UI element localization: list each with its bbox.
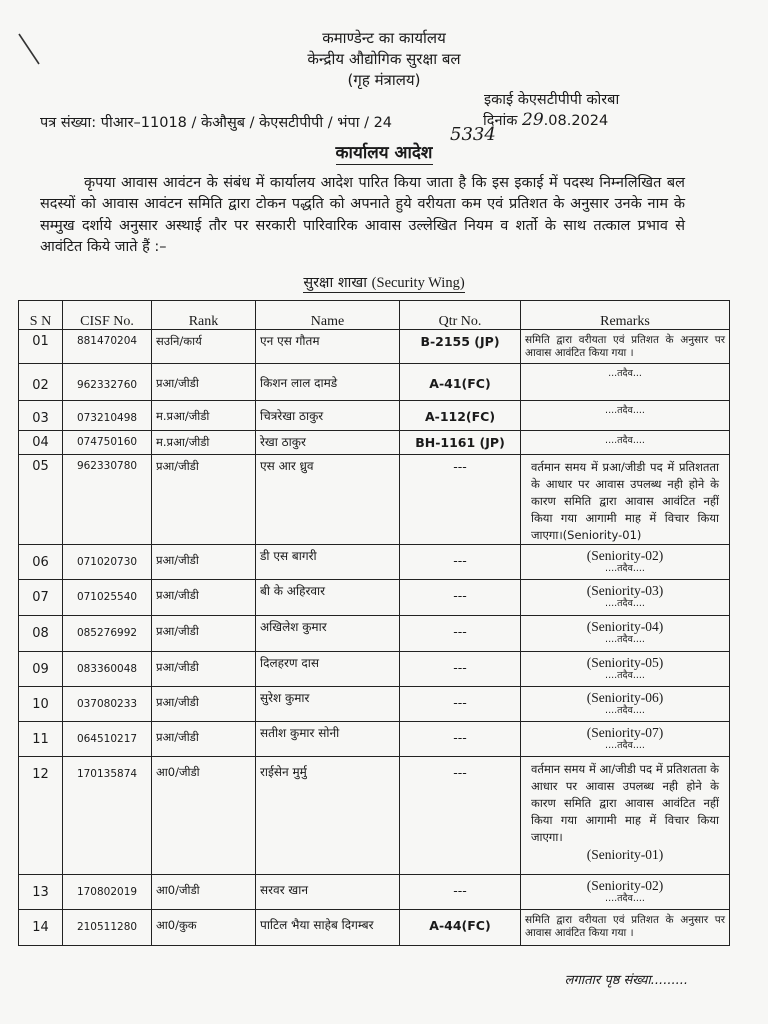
cell-qtr: ---	[400, 580, 521, 616]
cell-remarks	[521, 652, 730, 687]
cell-qtr: ---	[400, 757, 521, 875]
cell-name: डी एस बागरी	[256, 545, 400, 580]
remark-ditto: ...तदैव...	[608, 368, 642, 379]
table-row	[19, 875, 730, 910]
remark-ditto: ....तदैव....	[605, 598, 645, 609]
table-row	[19, 330, 730, 364]
cell-cisf: 170802019	[63, 875, 152, 910]
cell-cisf: 210511280	[63, 910, 152, 946]
cell-qtr: ---	[400, 545, 521, 580]
remark-seniority: (Seniority-07)	[586, 725, 664, 740]
cell-sn: 14	[19, 910, 63, 946]
remark-text: समिति द्वारा वरीयता एवं प्रतिशत के अनुसार पर आवास आवंटित किया गया ।	[525, 914, 725, 939]
table-row	[19, 580, 730, 616]
table-row	[19, 401, 730, 431]
remark-seniority: (Seniority-06)	[586, 690, 664, 705]
remark-ditto: ....तदैव....	[605, 705, 645, 716]
table-row	[19, 687, 730, 722]
cell-name: दिलहरण दास	[256, 652, 400, 687]
cell-cisf: 037080233	[63, 687, 152, 722]
cell-remarks	[521, 545, 730, 580]
cell-rank: आ0/जीडी	[152, 875, 256, 910]
cell-name: रेखा ठाकुर	[256, 431, 400, 455]
office-title-line3: (गृह मंत्रालय)	[347, 71, 421, 89]
cell-cisf: 071025540	[63, 580, 152, 616]
remark-ditto: ....तदैव....	[605, 893, 645, 904]
cell-cisf: 074750160	[63, 431, 152, 455]
cell-rank: प्रआ/जीडी	[152, 652, 256, 687]
cell-rank: प्रआ/जीडी	[152, 616, 256, 652]
cell-sn: 06	[19, 545, 63, 580]
cell-rank: प्रआ/जीडी	[152, 580, 256, 616]
wing-heading	[0, 272, 768, 292]
cell-name: अखिलेश कुमार	[256, 616, 400, 652]
col-header-sn: S N	[19, 301, 63, 330]
cell-qtr: ---	[400, 652, 521, 687]
cell-sn: 03	[19, 401, 63, 431]
order-title-text: कार्यालय आदेश	[335, 143, 433, 163]
continued-page-note: लगातार पृष्ठ संख्या.........	[564, 973, 688, 988]
date-label: दिनांक	[483, 113, 518, 129]
cell-sn: 05	[19, 455, 63, 545]
cell-rank: प्रआ/जीडी	[152, 455, 256, 545]
cell-cisf: 962330780	[63, 455, 152, 545]
remark-seniority: (Seniority-02)	[586, 878, 664, 893]
col-header-qtr: Qtr No.	[400, 301, 521, 330]
remark-seniority: (Seniority-02)	[586, 548, 664, 563]
cell-sn: 10	[19, 687, 63, 722]
allotment-table	[18, 300, 730, 946]
cell-remarks	[521, 722, 730, 757]
cell-qtr: ---	[400, 616, 521, 652]
cell-remarks	[521, 330, 730, 364]
cell-name: किशन लाल दामडे	[256, 364, 400, 401]
cell-sn: 01	[19, 330, 63, 364]
cell-qtr: A-112(FC)	[400, 401, 521, 431]
table-row	[19, 910, 730, 946]
unit-name: इकाई केएसटीपीपी कोरबा	[484, 92, 620, 108]
letter-date	[483, 110, 608, 130]
cell-remarks	[521, 687, 730, 722]
cell-cisf: 083360048	[63, 652, 152, 687]
wing-heading-hi: सुरक्षा शाखा	[303, 275, 368, 291]
cell-qtr: B-2155 (JP)	[400, 330, 521, 364]
intro-paragraph: कृपया आवास आवंटन के संबंध में कार्यालय आदेश पारित किया जाता है कि इस इकाई में पदस्थ निम्नलिखित बल सदस्यों को आवास आवंटन समिति द्वारा टोकन पद्धति को अपनाते हुये वरीयता कम एवं प्रतिशत के अनुसार उनके नाम के सम्मुख दर्शाये अनुसार अस्थाई तौर पर सरकारी पारिवारिक आवास उल्लेखित नियम व शर्तो के साथ तत्काल प्रभाव से आवंटित किये जाते हैं :–	[40, 175, 685, 256]
cell-cisf: 881470204	[63, 330, 152, 364]
cell-name: एन एस गौतम	[256, 330, 400, 364]
col-header-remarks: Remarks	[521, 301, 730, 330]
remark-ditto: ....तदैव....	[605, 563, 645, 574]
remark-text: वर्तमान समय में आ/जीडी पद में प्रतिशतता के आधार पर आवास उपलब्ध नही होने के कारण समिति द्वारा आवास आवंटित नहीं किया गया आगामी माह में विचार किया जाएगा।	[531, 762, 719, 844]
cell-rank: प्रआ/जीडी	[152, 545, 256, 580]
cell-qtr: A-44(FC)	[400, 910, 521, 946]
table-header-row	[19, 301, 730, 330]
table-row	[19, 545, 730, 580]
remark-ditto: ....तदैव....	[605, 740, 645, 751]
col-header-rank: Rank	[152, 301, 256, 330]
cell-sn: 13	[19, 875, 63, 910]
table-row	[19, 616, 730, 652]
cell-cisf: 071020730	[63, 545, 152, 580]
office-title-line1: कमाण्डेन्ट का कार्यालय	[322, 29, 446, 47]
cell-rank: आ0/कुक	[152, 910, 256, 946]
cell-sn: 08	[19, 616, 63, 652]
cell-cisf: 064510217	[63, 722, 152, 757]
cell-sn: 11	[19, 722, 63, 757]
office-title-line2: केन्द्रीय औद्योगिक सुरक्षा बल	[307, 50, 461, 68]
cell-name: सरवर खान	[256, 875, 400, 910]
cell-remarks	[521, 875, 730, 910]
remark-text: वर्तमान समय में प्रआ/जीडी पद में प्रतिशतता के आधार पर आवास उपलब्ध नही होने के कारण समिति द्वारा आवास आवंटित नहीं किया गया आगामी माह में विचार किया जाएगा।(Seniority-01)	[531, 460, 719, 542]
table-row	[19, 652, 730, 687]
cell-name: पाटिल भैया साहेब दिगम्बर	[256, 910, 400, 946]
cell-remarks	[521, 401, 730, 431]
cell-qtr: BH-1161 (JP)	[400, 431, 521, 455]
remark-ditto: ....तदैव....	[605, 634, 645, 645]
cell-remarks	[521, 757, 730, 875]
cell-name: सतीश कुमार सोनी	[256, 722, 400, 757]
table-row	[19, 722, 730, 757]
cell-rank: प्रआ/जीडी	[152, 364, 256, 401]
cell-name: एस आर ध्रुव	[256, 455, 400, 545]
cell-qtr: A-41(FC)	[400, 364, 521, 401]
cell-rank: म.प्रआ/जीडी	[152, 401, 256, 431]
cell-name: सुरेश कुमार	[256, 687, 400, 722]
remark-ditto: ....तदैव....	[605, 405, 645, 416]
cell-sn: 09	[19, 652, 63, 687]
col-header-cisf: CISF No.	[63, 301, 152, 330]
cell-qtr: ---	[400, 722, 521, 757]
cell-remarks	[521, 910, 730, 946]
cell-remarks	[521, 364, 730, 401]
cell-qtr: ---	[400, 687, 521, 722]
cell-cisf: 170135874	[63, 757, 152, 875]
cell-remarks	[521, 580, 730, 616]
cell-rank: प्रआ/जीडी	[152, 722, 256, 757]
cell-remarks	[521, 431, 730, 455]
table-row	[19, 364, 730, 401]
remark-seniority: (Seniority-04)	[586, 619, 664, 634]
cell-rank: म.प्रआ/जीडी	[152, 431, 256, 455]
table-row	[19, 455, 730, 545]
order-title	[0, 140, 768, 163]
remark-ditto: ....तदैव....	[605, 670, 645, 681]
col-header-name: Name	[256, 301, 400, 330]
cell-sn: 12	[19, 757, 63, 875]
date-day-handwritten: 29	[522, 110, 544, 130]
remark-seniority: (Seniority-03)	[586, 583, 664, 598]
cell-cisf: 962332760	[63, 364, 152, 401]
table-row	[19, 757, 730, 875]
remark-text: समिति द्वारा वरीयता एवं प्रतिशत के अनुसार पर आवास आवंटित किया गया ।	[525, 334, 725, 359]
cell-sn: 07	[19, 580, 63, 616]
wing-heading-en: (Security Wing)	[371, 275, 465, 291]
date-month-year: .08.2024	[543, 113, 609, 129]
remark-ditto: ....तदैव....	[605, 435, 645, 446]
cell-name: बी के अहिरवार	[256, 580, 400, 616]
cell-name: राईसेन मुर्मु	[256, 757, 400, 875]
cell-qtr: ---	[400, 875, 521, 910]
cell-remarks	[521, 455, 730, 545]
cell-cisf: 085276992	[63, 616, 152, 652]
cell-qtr: ---	[400, 455, 521, 545]
remark-seniority: (Seniority-01)	[586, 847, 664, 862]
cell-rank: सउनि/कार्य	[152, 330, 256, 364]
cell-sn: 02	[19, 364, 63, 401]
cell-remarks	[521, 616, 730, 652]
cell-sn: 04	[19, 431, 63, 455]
table-row	[19, 431, 730, 455]
cell-cisf: 073210498	[63, 401, 152, 431]
cell-name: चित्ररेखा ठाकुर	[256, 401, 400, 431]
cell-rank: प्रआ/जीडी	[152, 687, 256, 722]
cell-rank: आ0/जीडी	[152, 757, 256, 875]
letter-number: पत्र संख्या: पीआर–11018 / केऔसुब / केएसटीपीपी / भंपा / 24	[40, 115, 393, 131]
dispatch-number-handwritten: 5334	[450, 124, 496, 145]
remark-seniority: (Seniority-05)	[586, 655, 664, 670]
